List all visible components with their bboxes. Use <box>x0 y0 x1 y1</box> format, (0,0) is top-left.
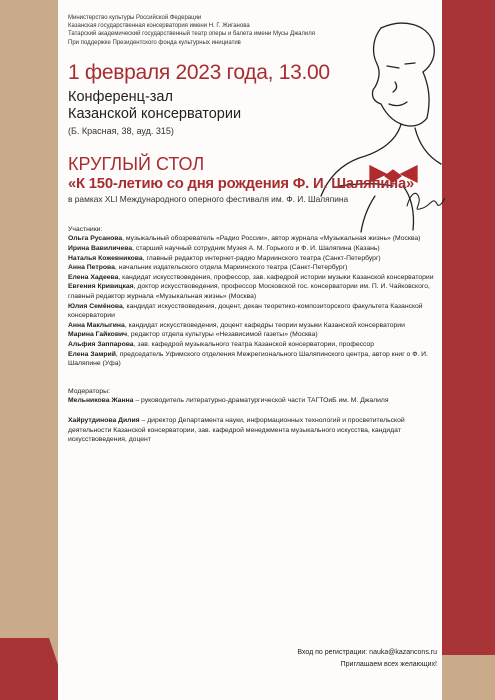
participant-item <box>68 282 438 301</box>
participant-item <box>68 302 438 321</box>
participant-desc: , зав. кафедрой музыкального театра Казанской консерватории, профессор <box>133 340 375 348</box>
participant-name: Альфия Заппарова <box>68 340 134 348</box>
participant-item <box>68 321 438 331</box>
roundtable-label: КРУГЛЫЙ СТОЛ <box>68 153 205 174</box>
participant-desc: , председатель Уфимского отделения Межрегионального Шаляпинского центра, автор книг о Ф. И. Шаляпине (Уфа) <box>68 350 428 368</box>
moderator-desc: – директор Департамента науки, информационных технологий и просветительской деятельности Казанской консерватории, зав. кафедрой менеджмента музыкального искусства, кандидат искусствоведения, доцент <box>68 416 405 444</box>
participant-name: Наталья Кожевникова <box>68 254 143 262</box>
moderator-item <box>68 396 438 406</box>
participant-desc: , кандидат искусствоведения, доцент кафедры теории музыки Казанской консерватории <box>124 321 405 329</box>
participant-name: Елена Хадеева <box>68 273 119 281</box>
event-date: 1 февраля 2023 года, 13.00 <box>68 60 330 84</box>
organizer-line: Татарский академический государственный театр оперы и балета имени Мусы Джалиля <box>68 31 316 38</box>
participant-item <box>68 263 438 273</box>
moderator-name: Мельникова Жанна <box>68 397 134 405</box>
moderator-desc: – руководитель литературно-драматургической части ТАГТОиБ им. М. Джалиля <box>133 397 389 405</box>
participant-name: Елена Замрий <box>68 350 116 358</box>
venue-address: (Б. Красная, 38, ауд. 315) <box>68 125 174 136</box>
participant-item <box>68 340 438 350</box>
welcome-text: Приглашаем всех желающих! <box>340 661 437 668</box>
organizer-line: Казанская государственная консерватория имени Н. Г. Жиганова <box>68 23 250 30</box>
participant-item <box>68 244 438 254</box>
participant-desc: , старший научный сотрудник Музея А. М. Горького и Ф. И. Шаляпина (Казань) <box>132 245 380 252</box>
participant-item <box>68 234 438 244</box>
footer <box>297 647 437 671</box>
participant-item <box>68 273 438 283</box>
participant-desc: , редактор отдела культуры «Независимой газеты» (Москва) <box>127 331 318 339</box>
participant-item <box>68 330 438 340</box>
participant-desc: , главный редактор интернет-радио Мариинского театра (Санкт-Петербург) <box>142 254 381 262</box>
participant-name: Анна Петрова <box>68 264 115 272</box>
participant-desc: , начальник издательского отдела Мариинского театра (Санкт-Петербург) <box>114 264 348 272</box>
participant-desc: , доктор искусствоведения, профессор Московской гос. консерватории им. П. И. Чайковского, главный редактор журнала «Музыкальная жизнь» (Москва) <box>68 283 430 300</box>
organizer-line: При поддержке Президентского фонда культурных инициатив <box>68 39 241 46</box>
organizer-line: Министерство культуры Российской Федерации <box>68 15 202 21</box>
participants-title: Участники: <box>68 225 103 233</box>
participant-name: Марина Гайкович <box>68 331 128 339</box>
participant-name: Ирина Вавиличева <box>68 245 133 252</box>
left-beige-band <box>0 0 58 700</box>
roundtable-topic: «К 150-летию со дня рождения Ф. И. Шаляпина» <box>68 175 415 192</box>
participant-name: Анна Маклыгина <box>68 321 125 329</box>
moderators-title: Модераторы: <box>68 387 110 395</box>
organizers-block <box>68 14 438 47</box>
participant-desc: , кандидат искусствоведения, профессор, зав. кафедрой истории музыки Казанской консерватории <box>118 273 434 281</box>
participant-name: Евгения Кривицкая <box>68 283 134 291</box>
poster-content <box>68 14 438 455</box>
participant-name: Ольга Русанова <box>68 235 123 243</box>
participant-name: Юлия Семёнова <box>68 302 123 310</box>
participant-item <box>68 254 438 264</box>
venue-line-1: Конференц-зал <box>68 88 173 105</box>
moderator-item <box>68 416 438 445</box>
venue-line-2: Казанской консерватории <box>68 105 242 122</box>
moderator-name: Хайрутдинова Дилия <box>68 416 140 424</box>
participants-list <box>68 234 438 368</box>
roundtable-subtitle: в рамках XLI Международного оперного фестиваля им. Ф. И. Шаляпина <box>68 193 349 204</box>
moderators-list <box>68 396 438 444</box>
participant-desc: , музыкальный обозреватель «Радио России», автор журнала «Музыкальная жизнь» (Москва) <box>122 235 421 243</box>
participant-desc: , кандидат искусствоведения, доцент, декан теоретико-композиторского факультета Казанской консерватории <box>68 302 423 320</box>
registration-info: Вход по регистрации: nauka@kazancons.ru <box>297 649 437 656</box>
participant-item <box>68 350 438 369</box>
